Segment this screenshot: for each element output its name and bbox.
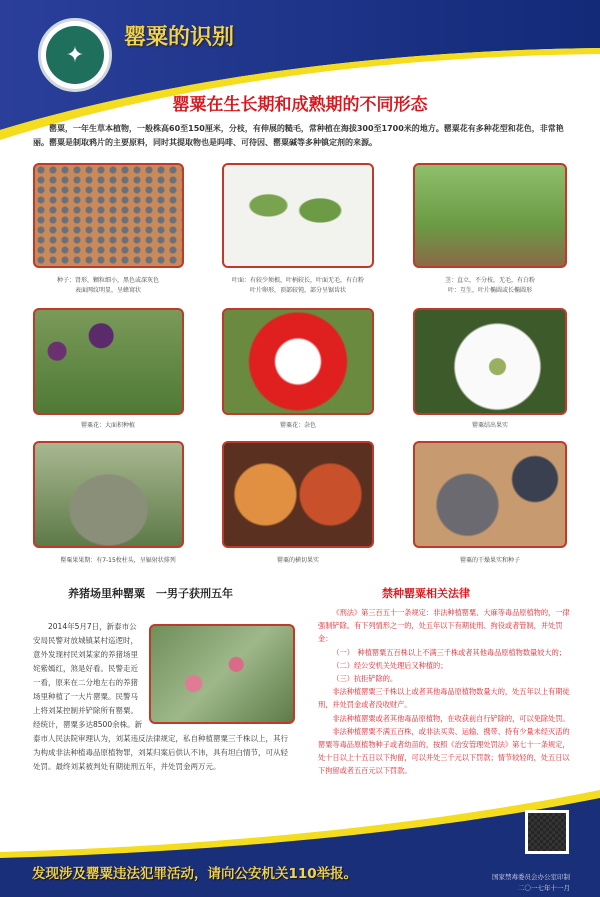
- narcotics-control-emblem-icon: ✦: [38, 18, 112, 92]
- photo-purple-flowers: [33, 308, 184, 415]
- law-section: [318, 606, 576, 778]
- header-brand: 罂粟的识别: [124, 24, 235, 50]
- photo-caption: 罂粟结出果实: [471, 422, 508, 429]
- photo-caption: 罂粟的干燥果实和种子: [459, 557, 520, 564]
- photo-caption: 叶面：有较少须根，叶柄较长，叶面无毛，有白粉 叶片卵形，顶部较钝，部分呈锯齿状: [231, 277, 364, 294]
- report-slogan: 发现涉及罂粟违法犯罪活动，请向公安机关110举报。: [32, 866, 358, 882]
- law-title: 禁种罂粟相关法律: [382, 587, 470, 600]
- publisher-info: [492, 872, 570, 894]
- publisher: 国家禁毒委员会办公室印制: [492, 873, 570, 881]
- photo-caption: 罂粟花：杂色: [279, 422, 316, 429]
- story-title: 养猪场里种罂粟 一男子获刑五年: [68, 587, 233, 600]
- photo-caption: 罂粟的横切果实: [276, 557, 319, 564]
- photo-caption: 种子：肾形，颗粒细小，黑色或深灰色 表面网纹明显，呈蜂窝状: [56, 277, 159, 294]
- law-paragraph: （一） 种植罂粟五百株以上不满三千株或者其他毒品原植物数量较大的；: [332, 647, 566, 657]
- photo-caption: 罂粟花：大面积种植: [80, 422, 135, 429]
- photo-pod-cross-section: [222, 441, 374, 548]
- law-paragraph: （二）经公安机关处理后又种植的；: [332, 660, 448, 670]
- photo-stems: [413, 163, 567, 268]
- publish-date: 二〇一七年十一月: [518, 884, 570, 892]
- photo-seed-pod: [33, 441, 184, 548]
- photo-pigfarm-poppies: [149, 624, 295, 724]
- qr-code-icon: [525, 810, 569, 854]
- photo-white-flower: [413, 308, 567, 415]
- photo-leaves: [222, 163, 374, 268]
- law-paragraph: 《刑法》第三百五十一条规定：非法种植罂粟、大麻等毒品原植物的，一律强制铲除。有下列情形之一的，处五年以下有期徒刑、拘役或者管制，并处罚金：: [318, 608, 570, 644]
- law-paragraph: 非法种植罂粟不满五百株，或非法买卖、运输、携带、持有少量未经灭活的罂粟等毒品原植物种子或者幼苗的，按照《治安管理处罚法》第七十一条规定，处十日以上十五日以下拘留，可以并处三千元以下罚款；情节较轻的，处五日以下拘留或者五百元以下罚款。: [318, 726, 570, 776]
- intro-text: 罂粟，一年生草本植物，一般株高60至150厘米，分枝，有伸展的糙毛，常种植在海拔300至1700米的地方。罂粟花有多种花型和花色，非常艳丽。罂粟是制取鸦片的主要原料，同时其提取物也是吗啡、可待因、罂粟碱等多种镇定剂的来源。: [33, 124, 564, 147]
- story-section: [33, 620, 295, 774]
- photo-caption: 茎：直立，不分枝，无毛，有白粉 叶：互生，叶片椭圆或长椭圆形: [444, 277, 535, 294]
- photo-red-white-flower: [222, 308, 374, 415]
- law-paragraph: 非法种植罂粟三千株以上或者其他毒品原植物数量大的，处五年以上有期徒刑，并处罚金或者没收财产。: [318, 687, 570, 710]
- law-paragraph: 非法种植罂粟或者其他毒品原植物，在收获前自行铲除的，可以免除处罚。: [332, 713, 570, 723]
- story-body: 2014年5月7日，新泰市公安局民警对放城镇某村巡逻时，意外发现村民刘某家的养猪场里姹紫嫣红，煞是好看。民警走近一看，原来在二分地左右的养猪场里种植了一大片罂粟。民警马上将刘某控制并铲除所有罂粟。经统计，罂粟多达8500余株。新泰市人民法院审理认为，刘某违反法律规定，私自种植罂粟三千株以上，其行为构成非法种植毒品原植物罪，刘某归案后供认不讳，具有坦白情节，可从轻处罚。最终刘某被判处有期徒刑五年，并处罚金两万元。: [33, 622, 288, 771]
- page-title: 罂粟在生长期和成熟期的不同形态: [172, 95, 428, 115]
- photo-dried-pods-seeds: [413, 441, 567, 548]
- law-paragraph: （三）抗拒铲除的。: [332, 674, 398, 684]
- photo-caption: 罂粟果果期：有7-15枚柱头，呈辐射状排列: [60, 557, 176, 564]
- photo-seeds: [33, 163, 184, 268]
